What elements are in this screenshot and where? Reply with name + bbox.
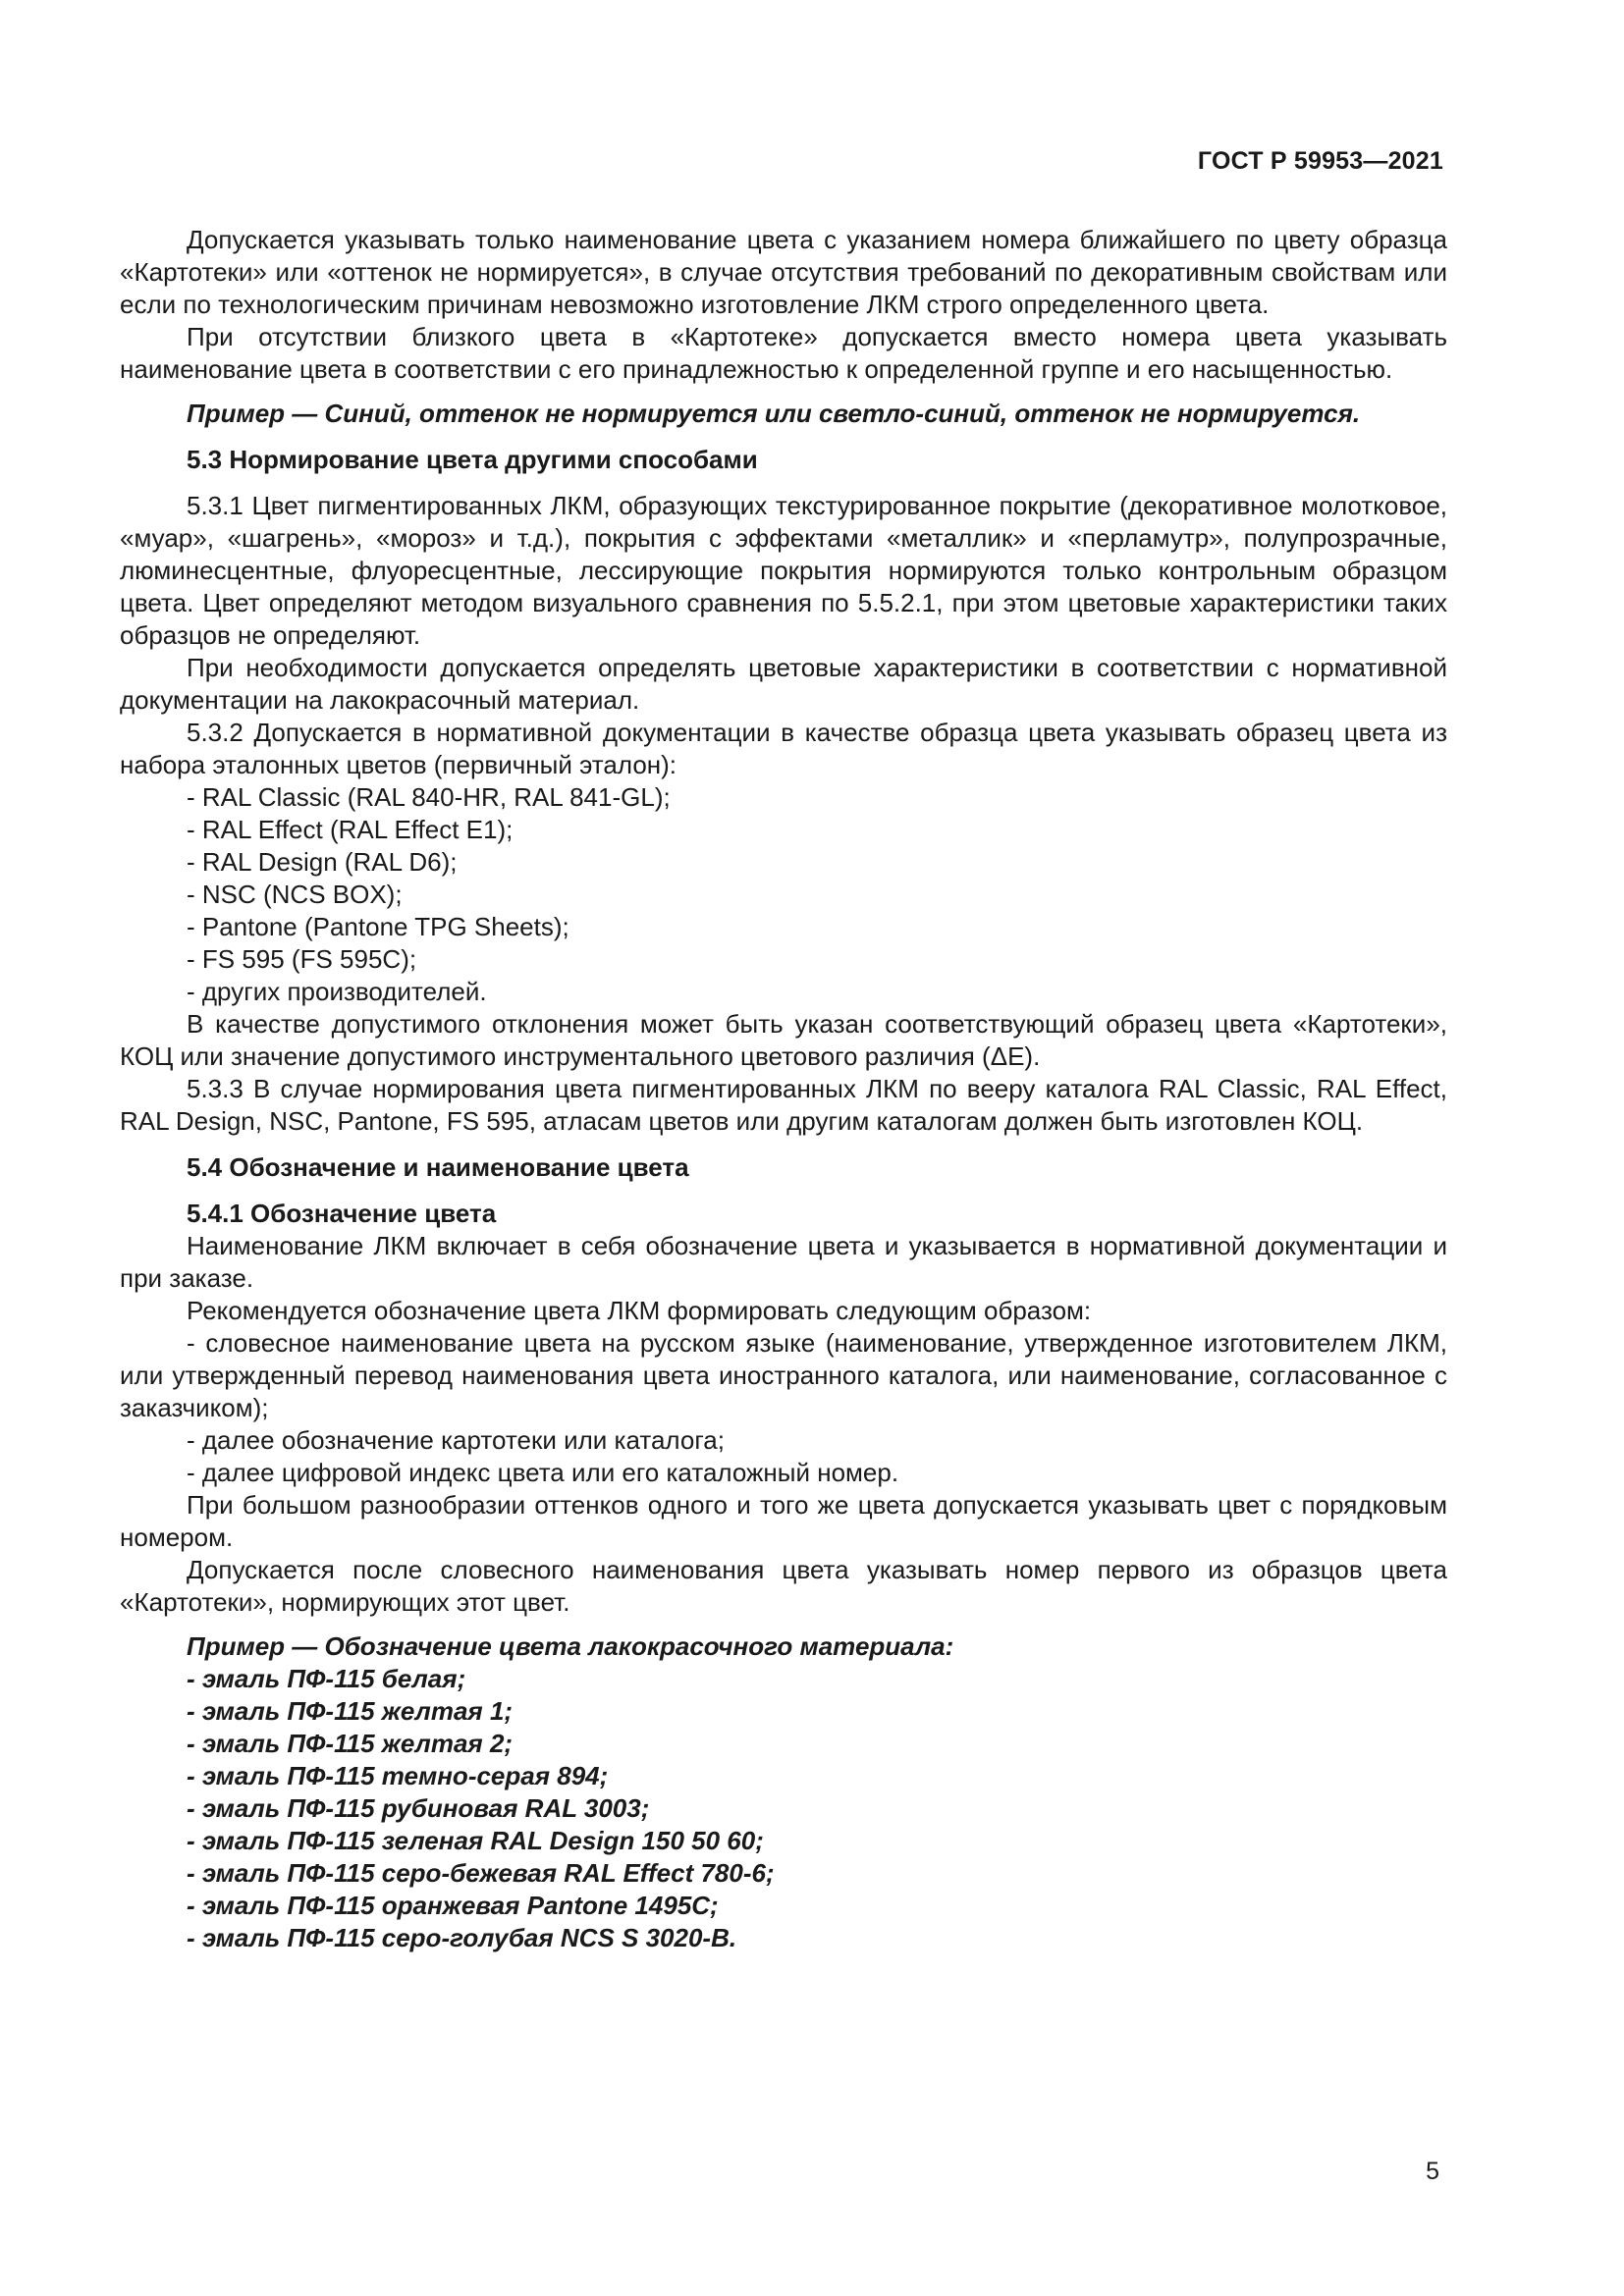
clause-5-4-1-paragraph-1: Наименование ЛКМ включает в себя обозначение цвета и указывается в нормативной документации и при заказе. [120, 1231, 1447, 1293]
list-item: - RAL Classic (RAL 840-HR, RAL 841-GL); [187, 782, 671, 812]
clause-5-3-1: 5.3.1 Цвет пигментированных ЛКМ, образующих текстурированное покрытие (декоративное молотковое, «муар», «шагрень», «мороз» и т.д.), покрытия с эффектами «металлик» и «перламутр», полупрозрачные, люминесцентные, флуоресцентные, лессирующие покрытия нормируются только контрольным образцом цвета. Цвет определяют методом визуального сравнения по 5.5.2.1, при этом цветовые характеристики таких образцов не определяют. [120, 491, 1447, 650]
example-item: - эмаль ПФ-115 оранжевая Pantone 1495C; [187, 1891, 719, 1920]
clause-5-3-2: 5.3.2 Допускается в нормативной документации в качестве образца цвета указывать образец цвета из набора эталонных цветов (первичный эталон): [120, 718, 1447, 779]
list-item: - NSC (NCS BOX); [187, 880, 403, 909]
example-item: - эмаль ПФ-115 рубиновая RAL 3003; [187, 1793, 650, 1823]
list-item: - других производителей. [187, 977, 487, 1006]
page-body [120, 224, 1447, 1954]
clause-5-4-1-heading: 5.4.1 Обозначение цвета [187, 1199, 497, 1228]
example-item: - эмаль ПФ-115 зеленая RAL Design 150 50 60; [187, 1826, 764, 1855]
intro-paragraph-2: При отсутствии близкого цвета в «Картотеке» допускается вместо номера цвета указывать наименование цвета в соответствии с его принадлежностью к определенной группе и его насыщенностью. [120, 322, 1447, 384]
example-title: Пример — Обозначение цвета лакокрасочного материала: [187, 1631, 954, 1661]
section-5-3-heading: 5.3 Нормирование цвета другими способами [187, 445, 758, 474]
list-item: - RAL Design (RAL D6); [187, 847, 458, 877]
clause-5-4-1-paragraph-2: Рекомендуется обозначение цвета ЛКМ формировать следующим образом: [187, 1296, 1092, 1325]
intro-example: Пример — Синий, оттенок не нормируется или светло-синий, оттенок не нормируется. [187, 399, 1361, 428]
example-item: - эмаль ПФ-115 темно-серая 894; [187, 1761, 609, 1790]
clause-5-3-1-note: При необходимости допускается определять цветовые характеристики в соответствии с нормативной документации на лакокрасочный материал. [120, 653, 1447, 715]
example-item: - эмаль ПФ-115 желтая 1; [187, 1696, 514, 1726]
intro-paragraph-1: Допускается указывать только наименование цвета с указанием номера ближайшего по цвету образца «Картотеки» или «оттенок не нормируется», в случае отсутствия требований по декоративным свойствам или если по технологическим причинам невозможно изготовление ЛКМ строго определенного цвета. [120, 225, 1447, 319]
section-5-4-heading: 5.4 Обозначение и наименование цвета [187, 1152, 689, 1182]
clause-5-4-1-paragraph-3: При большом разнообразии оттенков одного и того же цвета допускается указывать цвет с порядковым номером. [120, 1490, 1447, 1552]
example-item: - эмаль ПФ-115 серо-голубая NCS S 3020-B. [187, 1923, 737, 1952]
clause-5-3-2-tolerance: В качестве допустимого отклонения может быть указан соответствующий образец цвета «Картотеки», КОЦ или значение допустимого инструментального цветового различия (ΔE). [120, 1009, 1447, 1071]
example-item: - эмаль ПФ-115 серо-бежевая RAL Effect 780-6; [187, 1858, 775, 1888]
list-item: - Pantone (Pantone TPG Sheets); [187, 912, 569, 941]
list-item: - далее цифровой индекс цвета или его каталожный номер. [187, 1458, 899, 1487]
list-item: - FS 595 (FS 595C); [187, 944, 417, 974]
document-code: ГОСТ Р 59953—2021 [1197, 147, 1443, 175]
list-item: - далее обозначение картотеки или каталога; [187, 1425, 725, 1455]
clause-5-4-1-paragraph-4: Допускается после словесного наименования цвета указывать номер первого из образцов цвета «Картотеки», нормирующих этот цвет. [120, 1555, 1447, 1617]
example-item: - эмаль ПФ-115 желтая 2; [187, 1729, 514, 1758]
example-item: - эмаль ПФ-115 белая; [187, 1664, 466, 1693]
list-item: - RAL Effect (RAL Effect E1); [187, 815, 514, 844]
clause-5-3-3: 5.3.3 В случае нормирования цвета пигментированных ЛКМ по вееру каталога RAL Classic, RAL Effect, RAL Design, NSC, Pantone, FS 595, атласам цветов или другим каталогам должен быть изготовлен КОЦ. [120, 1074, 1447, 1136]
list-item: - словесное наименование цвета на русском языке (наименование, утвержденное изготовителем ЛКМ, или утвержденный перевод наименования цвета иностранного каталога, или наименование, согласованное с заказчиком); [120, 1328, 1447, 1422]
page-number: 5 [1426, 2158, 1439, 2185]
